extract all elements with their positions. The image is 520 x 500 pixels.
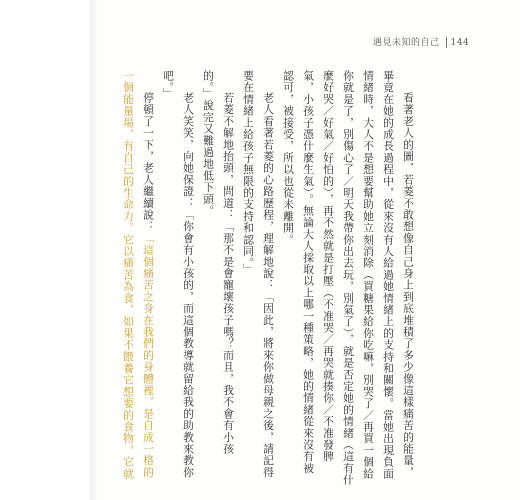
text-line-highlighted: 一個能量場，有自己的生命力。它以痛苦為食，如果不餵養它想要的食物，它就 xyxy=(122,70,135,480)
text-line: 你就是了，別傷心了／明天我帶你出去玩，別氣了），就是否定她的情緒（這有什 xyxy=(342,70,355,486)
book-page xyxy=(90,0,520,500)
highlighted-text-segment: 「這個痛苦之身在我們的身體裡，是自成一格的 xyxy=(142,232,155,479)
text-line: 認可，被接受，所以也從未離開。 xyxy=(282,70,295,246)
text-line: 若菱不解地抬頭，問道：「那不是會寵壞孩子嗎？而且，我不會有小孩 xyxy=(222,92,235,455)
header-divider xyxy=(446,37,447,48)
text-line: 吧。」 xyxy=(162,70,175,100)
page-number: 144 xyxy=(450,38,470,48)
text-line: 情緒時，大人不是想要幫助她立刻消除（買糖果給你吃嘛，別哭了／再買一個給 xyxy=(362,70,375,480)
text-line: 看著老人的圖，若菱不敢想像自己身上到底堆積了多少像這樣痛苦的能量， xyxy=(402,92,415,479)
text-line: 氣，小孩子憑什麼生氣）。無論大人採取以上哪一種策略，她的情緒從來沒有被 xyxy=(302,70,315,475)
text-line: 的。」說完又難過地低下頭。 xyxy=(202,70,215,217)
text-line: 畢竟在她的成長過程中，從來沒有人給過她情緒上的支持和關懷。當她出現負面 xyxy=(382,70,395,480)
book-title: 遇見未知的自己 xyxy=(373,38,440,48)
text-line: 麼好哭／好氣／好怕的），再不然就是打壓（不准哭／再哭就揍你／不准發脾 xyxy=(322,70,335,463)
text-line: 老人看著若菱的心路歷程，理解地說：「因此，將來你做母親之後，請記得 xyxy=(262,92,275,479)
text-line: 老人笑笑，向她保證：「你會有小孩的，而這個教導就留給我的助教來教你 xyxy=(182,92,195,479)
text-line: 要在情緒上給孩子無限的支持和認同。」 xyxy=(242,70,255,276)
text-segment: 停頓了一下，老人繼續說： xyxy=(142,92,155,233)
running-header xyxy=(373,35,469,48)
text-line xyxy=(140,70,156,490)
